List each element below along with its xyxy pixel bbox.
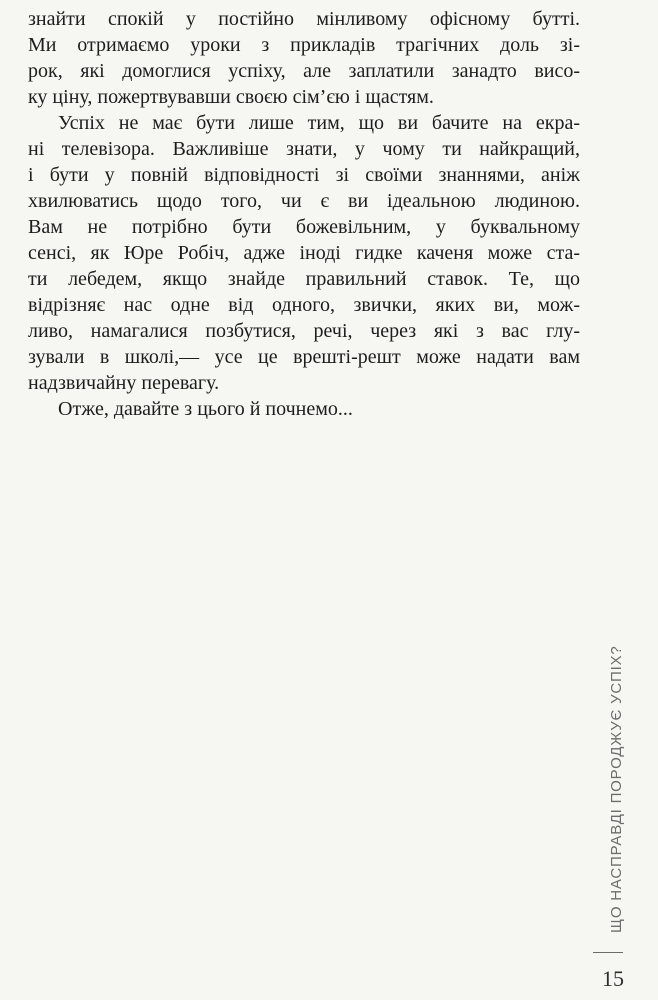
text-line: Успіх не має бути лише тим, що ви бачите на екра- bbox=[58, 112, 580, 134]
text-line: сенсі, як Юре Робіч, адже іноді гидке каченя може ста- bbox=[28, 242, 580, 264]
text-line: ливо, намагалися позбутися, речі, через які з вас глу- bbox=[28, 320, 580, 342]
text-line: ні телевізора. Важливіше знати, у чому ти найкращий, bbox=[28, 138, 580, 160]
text-line: рок, які домоглися успіху, але заплатили занадто висо- bbox=[28, 60, 580, 82]
text-line: знайти спокій у постійно мінливому офісному бутті. bbox=[28, 8, 580, 30]
text-line: хвилюватись щодо того, чи є ви ідеальною людиною. bbox=[28, 190, 580, 212]
body-text bbox=[28, 6, 580, 422]
text-line: Отже, давайте з цього й почнемо... bbox=[58, 398, 353, 420]
text-line: Ми отримаємо уроки з прикладів трагічних доль зі- bbox=[28, 34, 580, 56]
text-line: і бути у повній відповідності зі своїми знаннями, аніж bbox=[28, 164, 580, 186]
margin-chapter-label: ЩО НАСПРАВДІ ПОРОДЖУЄ УСПІХ? bbox=[608, 645, 625, 933]
text-line: відрізняє нас одне від одного, звички, яких ви, мож- bbox=[28, 294, 580, 316]
footer-rule bbox=[593, 952, 623, 953]
text-line: Вам не потрібно бути божевільним, у буквальному bbox=[28, 216, 580, 238]
text-line: ти лебедем, якщо знайде правильний ставок. Те, що bbox=[28, 268, 580, 290]
text-line: ку ціну, пожертвувавши своєю сім’єю і щастям. bbox=[28, 86, 434, 108]
text-line: надзвичайну перевагу. bbox=[28, 372, 220, 394]
page-number: 15 bbox=[602, 966, 624, 991]
text-line: зували в школі,— усе це врешті-решт може надати вам bbox=[28, 346, 580, 368]
